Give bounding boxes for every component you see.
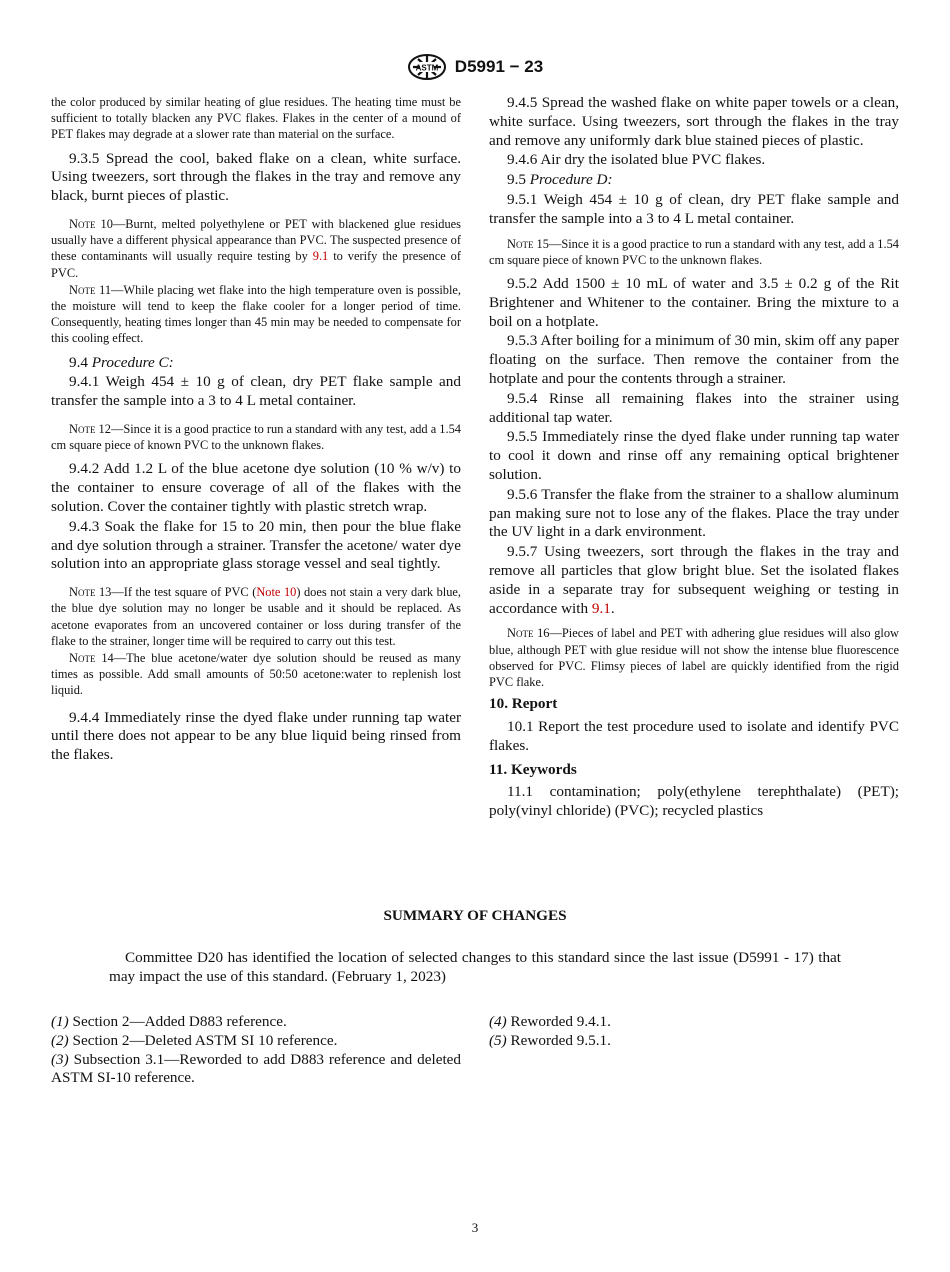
section-9-4-heading (51, 354, 461, 373)
section-link-9-1[interactable]: 9.1 (591, 599, 611, 617)
section-number: 9.5 (507, 171, 530, 189)
paragraph-9-3-5: 9.3.5 Spread the cool, baked flake on a clean, white surface. Using tweezers, sort through the flakes in the tray and remove any black, burnt pieces of plastic. (51, 149, 461, 205)
note-text: 15—Since it is a good practice to run a standard with any test, add a 1.54 cm square piece of known PVC to the unknown flakes. (489, 236, 899, 267)
page-number: 3 (471, 1220, 479, 1235)
note-label: Note (69, 422, 96, 437)
note-16 (489, 625, 899, 690)
paragraph-10-1: 10.1 Report the test procedure used to isolate and identify PVC flakes. (489, 717, 899, 754)
section-10-heading: 10. Report (489, 695, 558, 713)
note-text: to verify the presence of PVC. (51, 249, 462, 280)
change-item (489, 1032, 899, 1051)
note-label: Note (69, 585, 96, 600)
paragraph-9-5-3: 9.5.3 After boiling for a minimum of 30 min, skim off any paper floating on the surface. Then remove the container from the hotplate and pour the contents through a strainer. (489, 332, 899, 387)
section-number: 9.4 (69, 353, 92, 371)
change-number: (5) (489, 1031, 507, 1049)
change-number: (2) (51, 1031, 69, 1049)
note-label: Note (507, 626, 534, 641)
note-text: 13—If the test square of PVC ( (95, 585, 257, 600)
section-11-heading: 11. Keywords (489, 760, 577, 778)
right-column (489, 94, 899, 822)
note-11 (51, 282, 461, 347)
note-label: Note (507, 236, 534, 251)
note-text: 11—While placing wet flake into the high temperature oven is possible, the moisture will tend to keep the flake cooler for a longer period of time. Consequently, heating times longer than 45 min may be needed to compensate for this cooling effect. (51, 282, 461, 346)
note-12 (51, 421, 461, 453)
change-text: Subsection 3.1—Reworded to add D883 reference and deleted ASTM SI-10 reference. (51, 1050, 461, 1087)
change-item (51, 1051, 461, 1089)
change-number: (3) (51, 1050, 69, 1068)
paragraph-9-5-6: 9.5.6 Transfer the flake from the strainer to a shallow aluminum pan making sure not to lose any of the flakes. Place the tray under the UV light in a dark environment. (489, 485, 899, 541)
change-text: Reworded 9.5.1. (506, 1031, 611, 1049)
paragraph-9-4-3: 9.4.3 Soak the flake for 15 to 20 min, then pour the blue flake and dye solution through a strainer. Transfer the acetone/ water dye solution into an appropriate glass storage vessel and seal tightly. (51, 517, 461, 573)
left-column (51, 94, 461, 766)
section-9-5-heading (489, 171, 899, 190)
paragraph-9-4-2: 9.4.2 Add 1.2 L of the blue acetone dye solution (10 % w/v) to the container to ensure coverage of all of the flakes with the solution. Cover the container tightly with plastic stretch wrap. (51, 460, 461, 516)
change-number: (4) (489, 1013, 507, 1030)
note-text: ) does not stain a very dark blue, the blue dye solution may no longer be usable and it should be replaced. As acetone evaporates from an uncovered container or loss during transfer of the flake to the strainer, longer time will be required to carry out this test. (51, 585, 461, 648)
change-text: Reworded 9.4.1. (506, 1013, 611, 1030)
section-title: Procedure C: (91, 353, 174, 371)
change-number: (1) (51, 1013, 69, 1030)
note-text: 10—Burnt, melted polyethylene or PET with blackened glue residues usually have a different physical appearance than PVC. The suspected presence of these contaminants will usually require testing by (51, 217, 461, 264)
changes-list-left (51, 1013, 461, 1088)
standard-designation: D5991 − 23 (454, 57, 544, 76)
paragraph-9-5-4: 9.5.4 Rinse all remaining flakes into the strainer using additional tap water. (489, 389, 899, 426)
note-label: Note (69, 217, 96, 231)
change-item (489, 1013, 899, 1032)
paragraph-9-5-2: 9.5.2 Add 1500 ± 10 mL of water and 3.5 ± 0.2 g of the Rit Brightener and Whitener to the container. Bring the mixture to a boil on a hotplate. (489, 274, 899, 330)
change-item (51, 1032, 461, 1051)
changes-list-right (489, 1013, 899, 1051)
page-header (0, 52, 950, 82)
paragraph-text: . (610, 599, 615, 617)
paragraph-9-5-1: 9.5.1 Weigh 454 ± 10 g of clean, dry PET flake sample and transfer the sample into a 3 to 4 L metal container. (489, 190, 899, 227)
paragraph-9-5-5: 9.5.5 Immediately rinse the dyed flake under running tap water to cool it down and rinse off any remaining optical brightener solution. (489, 428, 899, 483)
section-link-9-1[interactable]: 9.1 (312, 249, 329, 264)
note-10 (51, 216, 461, 281)
paragraph-9-4-1: 9.4.1 Weigh 454 ± 10 g of clean, dry PET flake sample and transfer the sample into a 3 to 4 L metal container. (51, 373, 461, 410)
paragraph-9-4-5: 9.4.5 Spread the washed flake on white paper towels or a clean, white surface. Using tweezers, sort through the flakes in the tray and remove any uniformly dark blue stained pieces of plastic. (489, 94, 899, 149)
note-label: Note (69, 282, 96, 297)
astm-logo-icon (407, 52, 447, 82)
summary-title: SUMMARY OF CHANGES (383, 907, 567, 924)
summary-intro-text: Committee D20 has identified the location of selected changes to this standard since the last issue (D5991 - 17) that may impact the use of this standard. (February 1, 2023) (109, 949, 841, 985)
note-text: 14—The blue acetone/water dye solution should be reused as many times as possible. Add small amounts of 50:50 acetone:water to replenish lost liquid. (51, 651, 461, 698)
summary-intro (109, 949, 841, 987)
note-link-10[interactable]: Note 10 (256, 585, 297, 600)
paragraph-11-1: 11.1 contamination; poly(ethylene terephthalate) (PET); poly(vinyl chloride) (PVC); recycled plastics (489, 783, 899, 820)
change-text: Section 2—Added D883 reference. (68, 1013, 287, 1030)
note-14 (51, 650, 461, 699)
change-text: Section 2—Deleted ASTM SI 10 reference. (68, 1031, 338, 1049)
paragraph-9-5-7 (489, 543, 899, 618)
note-text: 16—Pieces of label and PET with adhering glue residues will also glow blue, although PET with glue residue will not show the intense blue fluorescence observed for PVC. Flimsy pieces of label are quickly identified from the rigid PVC flake. (489, 626, 899, 689)
paragraph-9-4-6: 9.4.6 Air dry the isolated blue PVC flakes. (507, 151, 766, 169)
section-title: Procedure D: (529, 171, 613, 189)
note-label: Note (69, 651, 96, 666)
paragraph-text: 9.5.7 Using tweezers, sort through the flakes in the tray and remove all particles that glow bright blue. Set the isolated flakes aside in a separate tray for subsequent weighing or testing in accordance with (489, 543, 899, 617)
note-text: 12—Since it is a good practice to run a standard with any test, add a 1.54 cm square piece of known PVC to the unknown flakes. (51, 422, 461, 453)
svg-text:ASTM: ASTM (415, 63, 439, 73)
paragraph-9-4-4: 9.4.4 Immediately rinse the dyed flake under running tap water until there does not appear to be any blue liquid being rinsed from the flakes. (51, 708, 461, 764)
paragraph-continued: the color produced by similar heating of glue residues. The heating time must be sufficient to totally blacken any PVC flakes. Flakes in the center of a mound of PET flakes may degrade at a slower rate than material on the surface. (51, 95, 461, 142)
note-15 (489, 236, 899, 268)
change-item (51, 1013, 461, 1032)
note-13 (51, 584, 461, 649)
